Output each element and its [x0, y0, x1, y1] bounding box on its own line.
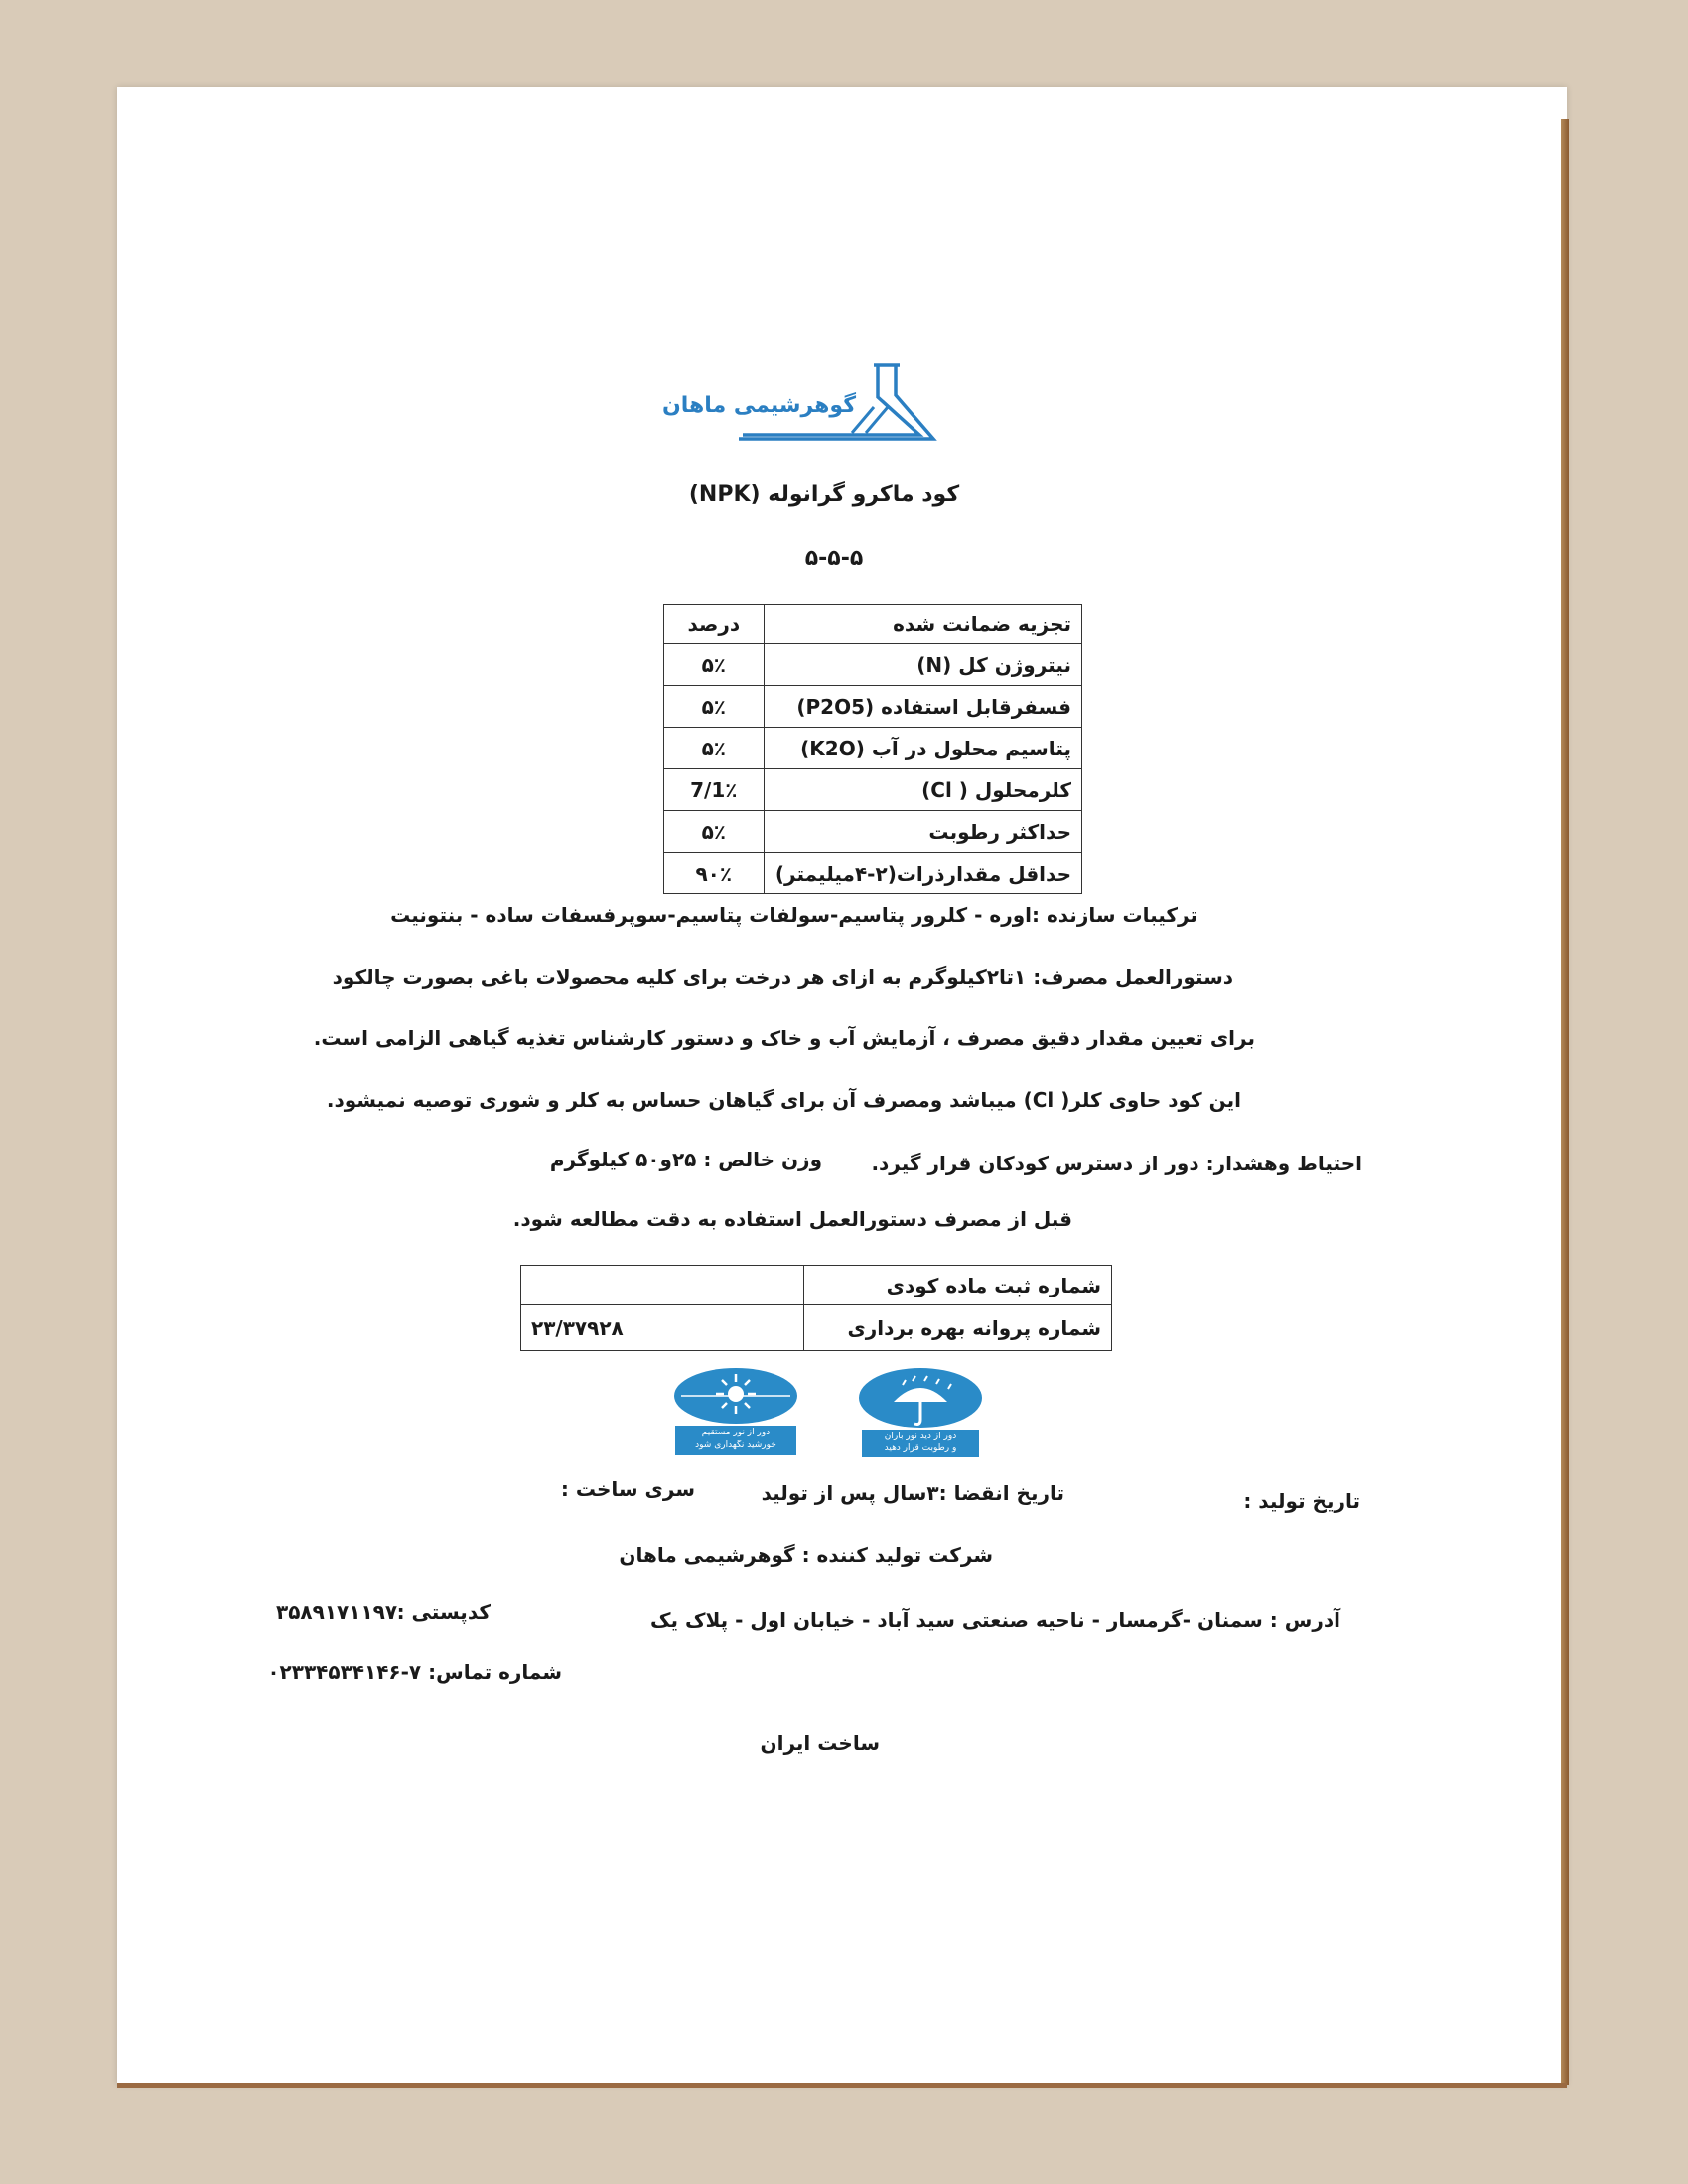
postal-code: ۳۵۸۹۱۷۱۱۹۷: [276, 1600, 398, 1624]
warning-text: احتیاط وهشدار: دور از دسترس کودکان قرار گیرد.: [871, 1152, 1362, 1175]
guaranteed-analysis-table: [663, 604, 1082, 894]
ingredients-text: ترکیبات سازنده :اوره - کلرور پتاسیم-سولفات پتاسیم-سوپرفسفات ساده - بنتونیت: [390, 903, 1197, 927]
analysis-row: [664, 853, 1082, 894]
analysis-value: ۵٪: [664, 686, 765, 728]
analysis-value: 7/1٪: [664, 769, 765, 811]
logo-text: گوهرشیمی ماهان: [662, 393, 856, 418]
analysis-row: [664, 686, 1082, 728]
phone-number: شماره تماس: ۷-۰۲۳۳۴۵۳۴۱۴۶: [267, 1660, 562, 1684]
product-grade: ۵-۵-۵: [804, 546, 864, 571]
registration-label: شماره ثبت ماده کودی: [804, 1266, 1112, 1305]
analysis-name: پتاسیم محلول در آب (K2O): [764, 728, 1081, 769]
analysis-row: [664, 769, 1082, 811]
analysis-row: [664, 644, 1082, 686]
manufacturer: شرکت تولید کننده : گوهرشیمی ماهان: [619, 1543, 993, 1567]
analysis-header-value: درصد: [664, 605, 765, 644]
keep-dry-caption-2: و رطوبت قرار دهید: [884, 1443, 957, 1453]
analysis-name: حداقل مقدارذرات(۲-۴میلیمتر): [764, 853, 1081, 894]
page-edge-right: [1561, 119, 1569, 2085]
company-logo: [662, 357, 943, 447]
keep-from-sun-badge: [671, 1366, 800, 1459]
registration-value: ۲۳/۳۷۹۲۸: [521, 1305, 804, 1351]
keep-from-sun-caption-2: خورشید نگهداری شود: [695, 1440, 776, 1450]
production-date: تاریخ تولید :: [1243, 1489, 1360, 1513]
keep-dry-caption-1: دور از دید نور باران: [884, 1432, 957, 1441]
registration-table: [520, 1265, 1112, 1351]
made-in: ساخت ایران: [760, 1731, 880, 1755]
analysis-header-row: [664, 605, 1082, 644]
registration-value: [521, 1266, 804, 1305]
product-title: کود ماکرو گرانوله (NPK): [688, 482, 960, 507]
analysis-row: [664, 728, 1082, 769]
address: آدرس : سمنان -گرمسار - ناحیه صنعتی سید آباد - خیابان اول - پلاک یک: [650, 1608, 1340, 1632]
net-weight: وزن خالص : ۲۵و۵۰ کیلوگرم: [549, 1148, 822, 1171]
analysis-value: ۵٪: [664, 811, 765, 853]
analysis-name: کلرمحلول ( Cl): [764, 769, 1081, 811]
usage-line-2: برای تعیین مقدار دقیق مصرف ، آزمایش آب و خاک و دستور کارشناس تغذیه گیاهی الزامی است.: [313, 1026, 1255, 1050]
keep-from-sun-caption-1: دور از نور مستقیم: [701, 1428, 771, 1437]
registration-row: [521, 1305, 1112, 1351]
read-before-use: قبل از مصرف دستورالعمل استفاده به دقت مطالعه شود.: [512, 1207, 1072, 1231]
registration-label: شماره پروانه بهره برداری: [804, 1305, 1112, 1351]
analysis-value: ۹۰٪: [664, 853, 765, 894]
analysis-value: ۵٪: [664, 644, 765, 686]
page-edge-bottom: [117, 2083, 1567, 2088]
usage-line-3: این کود حاوی کلر( Cl) میباشد ومصرف آن برای گیاهان حساس به کلر و شوری توصیه نمیشود.: [326, 1088, 1241, 1112]
analysis-name: فسفرقابل استفاده (P2O5): [764, 686, 1081, 728]
postal-code-label: کدپستی :: [396, 1600, 491, 1624]
usage-line-1: دستورالعمل مصرف: ۱تا۲کیلوگرم به ازای هر درخت برای کلیه محصولات باغی بصورت چالکود: [332, 965, 1233, 989]
registration-row: [521, 1266, 1112, 1305]
analysis-header-name: تجزیه ضمانت شده: [764, 605, 1081, 644]
analysis-row: [664, 811, 1082, 853]
analysis-value: ۵٪: [664, 728, 765, 769]
keep-dry-badge: [856, 1366, 985, 1459]
batch-number: سری ساخت :: [560, 1477, 695, 1501]
analysis-name: نیتروژن کل (N): [764, 644, 1081, 686]
expiry-date: تاریخ انقضا :۳سال پس از تولید: [761, 1481, 1064, 1505]
analysis-name: حداکثر رطوبت: [764, 811, 1081, 853]
